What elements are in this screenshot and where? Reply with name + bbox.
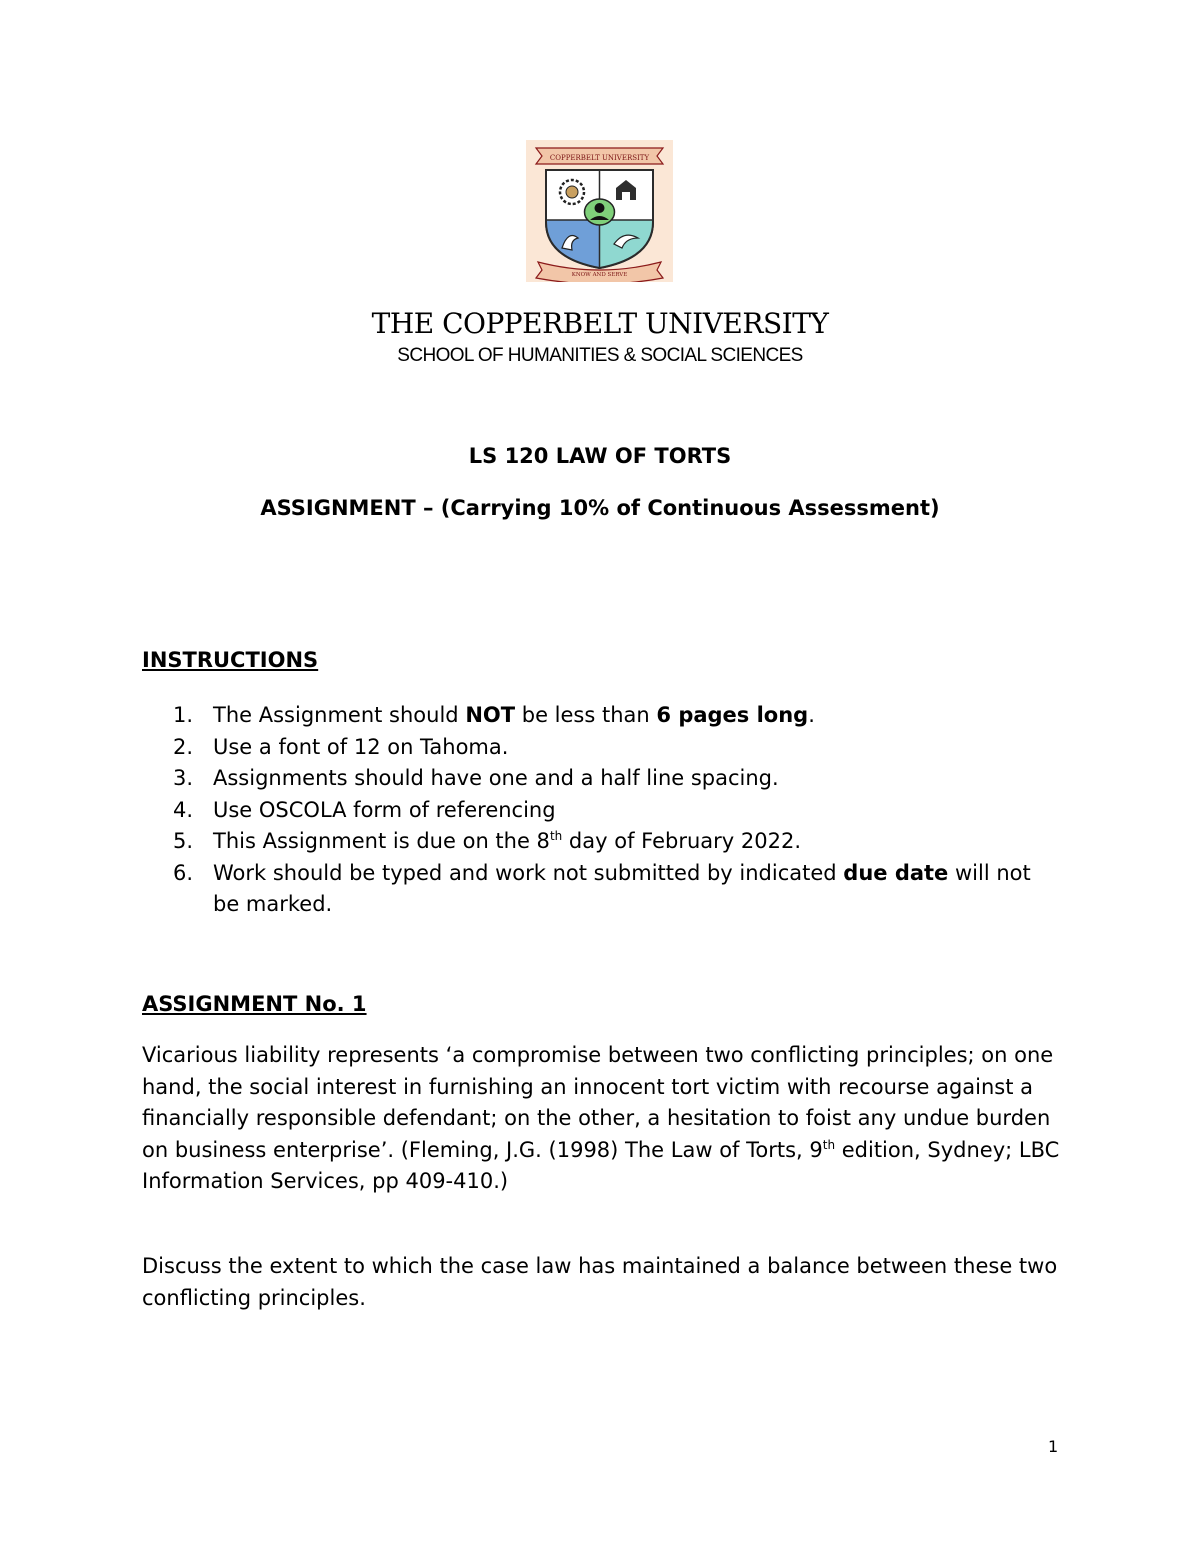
quote-text-continued: edition, Sydney; LBC Information Services, pp 409-410.) — [142, 1137, 1060, 1194]
assignment-heading: ASSIGNMENT No. 1 — [142, 992, 367, 1016]
instruction-text: The Assignment should — [213, 703, 466, 727]
instructions-heading: INSTRUCTIONS — [142, 648, 319, 672]
list-item — [142, 732, 1062, 764]
list-number: 1. — [173, 703, 194, 727]
list-item — [142, 826, 1062, 858]
list-item — [142, 858, 1062, 921]
superscript: th — [822, 1137, 836, 1152]
quote-text: Vicarious liability represents ‘a compromise between two conflicting principles; on one hand, the social interest in furnishing an innocent tort victim with recourse against a financially responsible defendant; on the other, a hesitation to foist any undue burden on business enterprise’. (Fleming, J.G. (1998) The Law of Torts, 9 — [142, 1043, 1054, 1162]
list-number: 3. — [173, 766, 194, 790]
instruction-emphasis: NOT — [465, 703, 516, 727]
list-number: 4. — [173, 797, 194, 822]
instruction-text: will not be marked. — [213, 860, 1031, 916]
instruction-text: . — [808, 703, 815, 727]
assignment-title: ASSIGNMENT – (Carrying 10% of Continuous Assessment) — [260, 496, 940, 520]
crest-top-text: COPPERBELT UNIVERSITY — [549, 154, 650, 162]
instruction-text: day of February 2022. — [562, 829, 801, 853]
list-number: 6. — [173, 860, 194, 885]
instruction-text: be less than — [515, 703, 657, 727]
crest-motto-text: KNOW AND SERVE — [571, 272, 628, 278]
list-item — [142, 763, 1062, 795]
instruction-text: Use a font of 12 on Tahoma. — [213, 734, 509, 759]
instruction-text: This Assignment is due on the 8 — [213, 829, 550, 853]
list-item — [142, 795, 1062, 827]
instruction-text: Assignments should have one and a half line spacing. — [213, 766, 779, 790]
assignment-question: Discuss the extent to which the case law has maintained a balance between these two conflicting principles. — [142, 1254, 1058, 1310]
assignment-quote — [142, 1040, 1062, 1198]
list-number: 5. — [173, 829, 194, 853]
university-name: THE COPPERBELT UNIVERSITY — [371, 307, 829, 340]
superscript: th — [549, 829, 563, 843]
instruction-text: Work should be typed and work not submitted by indicated — [213, 860, 844, 885]
school-name: SCHOOL OF HUMANITIES & SOCIAL SCIENCES — [397, 345, 803, 366]
instruction-emphasis: 6 pages long — [656, 703, 809, 727]
instructions-list — [142, 700, 1062, 921]
instruction-emphasis: due date — [843, 860, 949, 885]
course-title: LS 120 LAW OF TORTS — [468, 444, 732, 468]
list-number: 2. — [173, 734, 194, 759]
page-number: 1 — [1048, 1437, 1059, 1456]
list-item — [142, 700, 1062, 732]
university-crest-logo — [526, 140, 673, 282]
instruction-text: Use OSCOLA form of referencing — [213, 797, 556, 822]
